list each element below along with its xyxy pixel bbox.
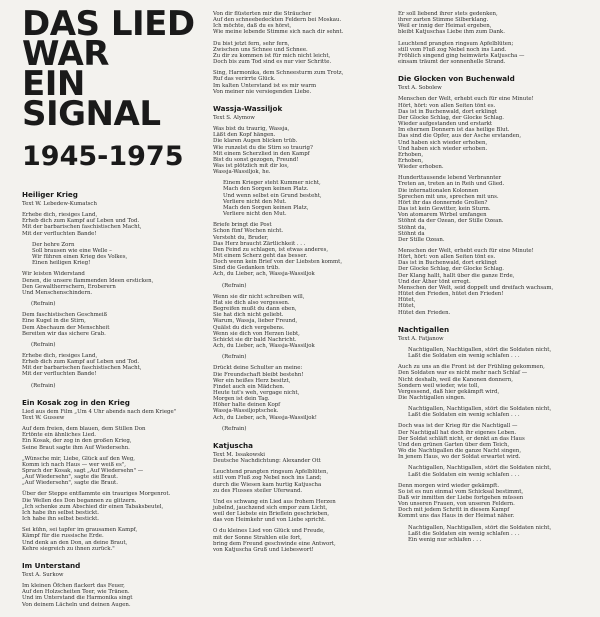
verse-line: Höher halte deinen Kopf bbox=[213, 402, 281, 409]
verse-line: Du bist jetzt fern, sehr fern, bbox=[213, 40, 290, 47]
verse-line: Der Glocke Schlag, der Glocke Schlag. bbox=[398, 266, 504, 273]
verse-line: weil der Liebste ein Brieflein geschrieben, bbox=[213, 511, 330, 518]
credit-line: Deutsche Nachdichtung: Alexander Ott bbox=[213, 458, 321, 465]
verse-line: Was ist plötzlich mit dir los, bbox=[213, 162, 289, 169]
verse-line: durch die Wiesen kam hurtig Katjuscha bbox=[213, 481, 322, 488]
verse-line: Fröhlich singend ging heimwärts Katjuscha — bbox=[398, 52, 525, 59]
verse-line: Versteht du, Bruder, bbox=[213, 234, 269, 241]
verse-line: Hört, hört: von allen Seiten tönt es. bbox=[398, 254, 496, 261]
verse-line: Wieder erhoben. bbox=[398, 164, 444, 171]
verse-line: (Refrain) bbox=[31, 382, 56, 389]
verse-line: bring dem Freund geschwinde eine Antwort, bbox=[213, 540, 336, 547]
verse-line: Findet auch ein Mädchen. bbox=[213, 383, 285, 390]
verse-line: Hunderttausende lebend Verbrannter bbox=[398, 175, 502, 182]
verse-line: Wir leisten Widerstand bbox=[22, 271, 85, 278]
credit-line: Text W. Gussew bbox=[22, 414, 65, 421]
verse-line: Wassja-Wassiljok, he. bbox=[213, 169, 271, 176]
verse-line: Wie meine lebende Stimme sich nach dir sehnt. bbox=[213, 29, 344, 36]
credit-line: Text S. Alymow bbox=[213, 114, 255, 121]
verse-line: Von atomarem Wirbel umfangen bbox=[398, 212, 487, 219]
verse-line: mit der Sonne Strahlen eile fort, bbox=[213, 534, 302, 541]
verse-line: Vergessend, daß hier gekämpft wird, bbox=[398, 388, 500, 395]
song-title: Heiliger Krieg bbox=[22, 190, 78, 199]
refrain-marker bbox=[22, 383, 197, 389]
song-credits bbox=[213, 115, 388, 121]
stanza bbox=[22, 583, 197, 608]
verse-line: Warum, Wassja, lieber Freund, bbox=[213, 318, 298, 325]
song-block bbox=[213, 11, 388, 95]
verse-line: Nachtigallen, Nachtigallen, stört die Soldaten nicht, bbox=[408, 524, 552, 531]
verse-line: Drückt deine Schulter an meine: bbox=[213, 365, 303, 372]
stanza bbox=[213, 180, 388, 217]
verse-line: Und den grünen Garten über dem Teich, bbox=[398, 441, 510, 448]
verse-line: Ertönte ein ähnliches Lied. bbox=[22, 432, 96, 439]
verse-line: Erheb dich zum Kampf auf Leben und Tod. bbox=[22, 218, 140, 225]
verse-line: „Wünsche mir, Liebe, Glück auf den Weg, bbox=[22, 455, 136, 462]
song-title: Im Unterstand bbox=[22, 560, 81, 570]
verse-line: Mach den Sorgen keinen Platz. bbox=[223, 186, 309, 193]
verse-line: Ich habe ihn selbst bestickt. bbox=[22, 516, 99, 523]
verse-line: Morgen ist dein Tag. bbox=[213, 396, 270, 403]
credit-line: Lied aus dem Film „Um 4 Uhr abends nach dem Kriege" bbox=[22, 408, 177, 415]
verse-line: Ruf das verirrte Glück. bbox=[213, 76, 276, 83]
verse-line: Leuchtend prangten ringsum Apfelblüten, bbox=[213, 469, 329, 476]
verse-line: Das ist in Buchenwald, dort erklingt bbox=[398, 108, 498, 115]
verse-line: Laßt die Soldaten ein wenig schlafen . . . bbox=[408, 412, 520, 419]
verse-line: Die klaren Augen blicken trüb. bbox=[213, 138, 298, 145]
song-block bbox=[398, 11, 578, 65]
stanza bbox=[22, 456, 197, 487]
verse-line: So ist es nun einmal vom Schicksal bestimmt, bbox=[398, 488, 524, 495]
verse-line: Die Nachtigallen singen. bbox=[398, 394, 466, 401]
verse-line: von Katjuscha Gruß und Liebeswort! bbox=[213, 546, 314, 553]
verse-line: Nachtigallen, Nachtigallen, stört die Soldaten nicht, bbox=[408, 465, 552, 472]
verse-line: Von meiner nie versiegenden Liebe. bbox=[213, 88, 312, 95]
verse-line: Erhoben, bbox=[398, 151, 424, 158]
verse-line: Dem faschistischen Geschmeiß bbox=[22, 312, 108, 319]
verse-line: Eine Kugel in die Stirn, bbox=[22, 318, 86, 325]
verse-line: still vom Fluß zog Nebel noch ins Land. bbox=[398, 46, 507, 53]
verse-line: Einem Krieger steht Kummer nicht, bbox=[223, 180, 321, 187]
verse-line: Heute tut's weh, vergage nicht, bbox=[213, 389, 300, 396]
verse-line: (Refrain) bbox=[31, 301, 56, 308]
verse-line: Hört ihr das donnernde Grollen? bbox=[398, 199, 488, 206]
verse-line: still vom Fluß zog Nebel noch ins Land; bbox=[213, 475, 322, 482]
verse-line: Von deinem Lächeln und deinen Augen. bbox=[22, 601, 131, 608]
verse-line: (Refrain) bbox=[222, 282, 247, 289]
verse-line: Doch mit jedem Schritt in diesem Kampf bbox=[398, 507, 510, 514]
stanza bbox=[22, 353, 197, 378]
verse-line: Wer ein heißes Herz besitzt, bbox=[213, 377, 291, 384]
verse-line: „Auf Wiedersehn", sagte die Braut. bbox=[22, 474, 118, 481]
verse-line: Von unseren Frauen, von unseren Feldern. bbox=[398, 501, 515, 508]
verse-line: Was bist du traurig, Wassja, bbox=[213, 126, 290, 133]
verse-line: Stöhnt da bbox=[398, 230, 425, 237]
verse-line: Treten an, treten an in Reih und Glied. bbox=[398, 181, 505, 188]
verse-line: Laßt die Soldaten ein wenig schlafen . . . bbox=[408, 471, 520, 478]
verse-line: Mit einem Scherzlied in den Kampf bbox=[213, 150, 310, 157]
verse-line: Im ehernen Donnern ist das heilige Blut. bbox=[398, 127, 510, 134]
stanza bbox=[398, 347, 578, 359]
verse-line: Begreifen mußt du dann eben, bbox=[213, 306, 297, 313]
verse-line: Und haben sich wieder erhoben. bbox=[398, 145, 488, 152]
page-years: 1945-1975 bbox=[22, 141, 184, 172]
verse-line: Das ist kein Gewitter, kein Sturm. bbox=[398, 206, 491, 213]
verse-line: Ich möchte, daß du es hörst, bbox=[213, 23, 292, 30]
verse-line: Laßt die Soldaten ein wenig schlafen . . . bbox=[408, 530, 520, 537]
verse-line: Leuchtend prangten ringsum Apfelblüten; bbox=[398, 40, 514, 47]
verse-line: Hütet, bbox=[398, 297, 416, 304]
stanza bbox=[213, 11, 388, 36]
verse-line: Mit einem Scherz geht das besser. bbox=[213, 253, 308, 259]
stanza bbox=[22, 242, 197, 267]
page-title bbox=[22, 4, 197, 134]
refrain-marker bbox=[213, 283, 388, 289]
verse-line: Von dir flüsterten mir die Sträucher bbox=[213, 11, 312, 17]
song-block bbox=[213, 104, 388, 432]
refrain-marker bbox=[213, 354, 388, 360]
stanza bbox=[398, 465, 578, 477]
stanza bbox=[213, 528, 388, 553]
verse-line: Mit der barbarischen faschistischen Macht, bbox=[22, 365, 142, 372]
verse-line: Der hehre Zorn bbox=[32, 241, 75, 248]
verse-line: Auf dem freien, dem blauen, dem Stillen Don bbox=[22, 426, 146, 433]
verse-line: Und Menschenschindern. bbox=[22, 289, 93, 296]
verse-line: Sei kühn, sei tapfer im grausamen Kampf, bbox=[22, 527, 138, 534]
verse-line: Sondern weil wieder, wie toll, bbox=[398, 382, 480, 389]
verse-line: bleibt Katjuschas Liebe ihm zum Dank. bbox=[398, 29, 505, 36]
credit-line: Text A. Sobolew bbox=[398, 85, 442, 92]
refrain-marker bbox=[22, 301, 197, 307]
stanza bbox=[398, 175, 578, 243]
song-title: Die Glocken von Buchenwald bbox=[398, 74, 515, 84]
page-title-line: EIN SIGNAL bbox=[22, 64, 161, 134]
verse-line: Doch wenn kein Brief von der Liebsten kommt, bbox=[213, 259, 343, 266]
verse-line: Weil er innig der Heimat ergeben, bbox=[398, 23, 492, 30]
verse-line: Ach, du Lieber, ach, Wassja-Wassiljok bbox=[213, 271, 315, 278]
stanza bbox=[22, 271, 197, 296]
verse-line: Und im Unterstand die Harmonika singt bbox=[22, 595, 133, 602]
verse-line: Der Nachtigall hat doch ihr eigenes Leben. bbox=[398, 429, 517, 436]
verse-line: Denn morgen wird wieder gekämpft. bbox=[398, 482, 500, 489]
verse-line: Soll brausen wie eine Welle – bbox=[32, 247, 112, 254]
verse-line: Ein Kosak, der zog in den großen Krieg, bbox=[22, 438, 132, 445]
verse-line: Briefe bringt die Post bbox=[213, 222, 272, 229]
verse-line: Verliere nicht den Mut. bbox=[223, 211, 287, 218]
song-block bbox=[22, 398, 197, 552]
verse-line: Mit der verfluchten Bande! bbox=[22, 230, 97, 237]
page-title-line: WAR bbox=[22, 34, 109, 74]
stanza bbox=[213, 499, 388, 524]
stanza bbox=[213, 41, 388, 66]
verse-line: Wenn sie dich von Herzen liebt, bbox=[213, 330, 300, 337]
stanza bbox=[398, 364, 578, 401]
verse-line: Bereiten wir das sichere Grab. bbox=[22, 330, 106, 337]
verse-line: Hört, hört: von allen Seiten tönt es. bbox=[398, 102, 496, 109]
verse-line: (Refrain) bbox=[31, 341, 56, 348]
song-block bbox=[213, 441, 388, 553]
song-block bbox=[398, 74, 578, 315]
verse-line: Kämpf für die russische Erde. bbox=[22, 533, 104, 540]
credit-line: Text A. Surkow bbox=[22, 571, 64, 578]
column-right bbox=[398, 11, 578, 552]
song-credits bbox=[22, 409, 197, 421]
verse-line: Und haben sich wieder erhoben, bbox=[398, 139, 488, 146]
verse-line: Sprach der Kosak, sagt „Auf Wiedersehn" — bbox=[22, 468, 144, 474]
verse-line: Die Wellen des Don begannen zu glitzern. bbox=[22, 497, 137, 504]
verse-line: Einen heiligen Krieg! bbox=[32, 260, 91, 267]
verse-line: Schon fünf Wochen nicht. bbox=[213, 228, 284, 235]
stanza bbox=[22, 491, 197, 522]
verse-line: Wieder aufgestanden und erstarkt bbox=[398, 121, 493, 128]
verse-line: Über der Steppe entflammte ein trauriges Morgenrot. bbox=[22, 491, 171, 498]
stanza bbox=[398, 423, 578, 460]
verse-line: Wenn sie dir nicht schreiben will, bbox=[213, 293, 305, 300]
song-credits bbox=[213, 452, 388, 464]
stanza bbox=[213, 294, 388, 349]
verse-line: Und der Äther tönt erregt. bbox=[398, 278, 471, 285]
verse-line: Das Herz braucht Zärtlichkeit . . . bbox=[213, 240, 306, 247]
verse-line: Hütet den Frieden. bbox=[398, 309, 451, 316]
verse-line: Zu dir zu kommen ist für mich nicht leicht, bbox=[213, 52, 331, 59]
stanza bbox=[22, 426, 197, 451]
stanza bbox=[398, 96, 578, 170]
verse-line: Doch was ist der Krieg für die Nachtigall — bbox=[398, 423, 518, 430]
verse-line: O du kleines Lied von Glück und Freude, bbox=[213, 528, 325, 535]
verse-line: Hütet, bbox=[398, 303, 416, 310]
verse-line: Den Gewaltherrschern, Eroberern bbox=[22, 283, 116, 290]
verse-line: Mit der barbarischen faschistischen Macht, bbox=[22, 224, 142, 231]
stanza bbox=[22, 312, 197, 337]
song-title: Katjuscha bbox=[213, 440, 253, 450]
verse-line: das von Heimkehr und von Liebe spricht. bbox=[213, 517, 326, 524]
verse-line: Sie hat dich nicht geliebt. bbox=[213, 312, 284, 319]
refrain-marker bbox=[213, 426, 388, 432]
verse-line: Laßt die Soldaten ein wenig schlafen . . . bbox=[408, 353, 520, 360]
page-title-line: DAS LIED bbox=[22, 4, 195, 44]
song-credits bbox=[22, 201, 197, 207]
verse-line: jubelnd, jauchzend sich empor zum Licht, bbox=[213, 505, 328, 511]
verse-line: Wo die Nachtigallen die ganze Nacht singen, bbox=[398, 448, 522, 455]
stanza bbox=[22, 212, 197, 237]
verse-line: Und denk an den Don, an deine Braut, bbox=[22, 539, 128, 546]
verse-line: Das sind die Opfer, aus der Asche erstanden, bbox=[398, 133, 522, 140]
verse-line: Menschen der Welt, erhebt euch für eine Minute! bbox=[398, 96, 534, 103]
verse-line: Ein wenig nur schlafen . . . bbox=[408, 536, 482, 543]
stanza bbox=[213, 365, 388, 420]
verse-line: Den Soldaten war es nicht mehr nach Schlaf — bbox=[398, 370, 528, 377]
verse-line: Erheb dich zum Kampf auf Leben und Tod. bbox=[22, 359, 140, 366]
stanza bbox=[398, 11, 578, 36]
verse-line: Stöhnt da der Ozean, der Stille Ozean. bbox=[398, 218, 504, 225]
verse-line: zu des Flusses steiler Uferwand. bbox=[213, 487, 303, 494]
verse-line: Mach den Sorgen keinen Platz, bbox=[223, 204, 309, 211]
song-list bbox=[213, 11, 388, 553]
verse-line: Menschen der Welt, erhebt euch für eine Minute! bbox=[398, 248, 534, 254]
stanza bbox=[398, 525, 578, 543]
credit-line: Text W. Lebedew-Kumatsch bbox=[22, 201, 97, 207]
verse-line: Wir führen einen Krieg des Volkes, bbox=[32, 254, 128, 261]
verse-line: Erhebe dich, riesiges Land, bbox=[22, 212, 98, 219]
verse-line: Die internationalen Kolonnen bbox=[398, 187, 479, 194]
verse-line: Und es schwang ein Lied aus frohem Herzen bbox=[213, 498, 336, 505]
verse-line: Hütet den Frieden, hütet den Frieden! bbox=[398, 291, 504, 298]
verse-line: Auf den schneebedeckten Feldern bei Moskau. bbox=[213, 17, 342, 24]
verse-line: Kommt uns das Haus in der Heimat näher. bbox=[398, 513, 515, 520]
verse-line: Nachtigallen, Nachtigallen, stört die Soldaten nicht, bbox=[408, 406, 552, 413]
verse-line: Im kalten Unterstand ist es mir warm bbox=[213, 82, 317, 89]
verse-line: Den Feind zu schlagen, ist etwas anderes, bbox=[213, 246, 329, 253]
stanza bbox=[398, 483, 578, 520]
verse-line: Sind die Gedanken trüb. bbox=[213, 265, 280, 272]
song-credits bbox=[398, 85, 578, 91]
verse-line: Denen, die unsere flammenden Ideen ersticken, bbox=[22, 277, 154, 284]
stanza bbox=[213, 70, 388, 95]
verse-line: Das ist in Buchenwald, dort erklingt bbox=[398, 260, 498, 267]
song-list bbox=[22, 190, 197, 608]
verse-line: Wassja-Wassiljoptschek. bbox=[213, 408, 279, 415]
verse-line: ihrer zarten Stimme Silberklang. bbox=[398, 17, 489, 24]
song-list bbox=[398, 11, 578, 543]
verse-line: Die Freundschaft bleibt bestehn! bbox=[213, 371, 304, 378]
verse-line: Erhoben, bbox=[398, 157, 424, 164]
stanza bbox=[398, 41, 578, 66]
verse-line: Kehre siegreich zu ihnen zurück." bbox=[22, 545, 115, 552]
column-left bbox=[22, 0, 197, 617]
verse-line: Stöhnt da, bbox=[398, 224, 427, 231]
refrain-marker bbox=[22, 342, 197, 348]
verse-line: Er soll liebend ihrer stets gedenken, bbox=[398, 11, 498, 17]
song-block bbox=[398, 325, 578, 543]
verse-line: Der Klang hallt, hallt über die ganze Erde, bbox=[398, 272, 515, 279]
verse-line: Quälst du dich vergebens. bbox=[213, 324, 285, 331]
verse-line: Der Glocke Schlag, der Glocke Schlag. bbox=[398, 114, 504, 121]
verse-line: Auch zu uns an die Front ist der Frühling gekommen, bbox=[398, 364, 545, 371]
song-block bbox=[22, 190, 197, 389]
credit-line: Text A. Fatjanow bbox=[398, 335, 444, 342]
stanza bbox=[398, 248, 578, 316]
song-title: Ein Kosak zog in den Krieg bbox=[22, 397, 130, 407]
verse-line: Nachtigallen, Nachtigallen, stört die Soldaten nicht, bbox=[408, 346, 552, 353]
song-credits bbox=[22, 572, 197, 578]
stanza bbox=[22, 527, 197, 552]
verse-line: einsam träumt der sonnenhelle Strand. bbox=[398, 59, 506, 66]
song-credits bbox=[398, 336, 578, 342]
column-middle bbox=[213, 11, 388, 562]
song-title: Nachtigallen bbox=[398, 324, 450, 334]
verse-line: Läßt den Kopf hängen. bbox=[213, 132, 276, 139]
verse-line: (Refrain) bbox=[222, 354, 247, 361]
verse-line: Und wenn selbst ein Grund besteht, bbox=[223, 192, 322, 199]
stanza bbox=[398, 406, 578, 418]
verse-line: Doch bis zum Tod sind es nur vier Schritte. bbox=[213, 59, 332, 66]
verse-line: „Auf Wiedersehn", sagte die Braut. bbox=[22, 480, 118, 487]
verse-line: Erhebe dich, riesiges Land, bbox=[22, 352, 98, 359]
verse-line: Auf den Holzscheiten Teer, wie Tränen. bbox=[22, 589, 130, 596]
verse-line: Ich habe ihn selbst bestickt. bbox=[22, 509, 99, 516]
verse-line: (Refrain) bbox=[222, 425, 247, 432]
verse-line: Wie runzelst du die Stirn so traurig? bbox=[213, 144, 313, 151]
song-block bbox=[22, 561, 197, 608]
verse-line: Nicht deshalb, weil die Kanonen donnern, bbox=[398, 376, 513, 383]
verse-line: Der Soldat schläft nicht, er denkt an das Haus bbox=[398, 435, 525, 442]
verse-line: In jenem Haus, wo der Soldat erwartet wird. bbox=[398, 454, 521, 461]
verse-line: Komm ich nach Haus — wer weiß es", bbox=[22, 461, 126, 468]
verse-line: Mit der verfluchten Bande! bbox=[22, 371, 97, 378]
verse-line: Ach, du Lieber, ach, Wassja-Wassiljok bbox=[213, 343, 315, 350]
verse-line: Seine Braut sagte ihm Auf Wiedersehn. bbox=[22, 444, 130, 451]
verse-line: Zwischen uns Schnee und Schnee. bbox=[213, 46, 308, 53]
verse-line: Im kleinen Öfchen flackert das Feuer, bbox=[22, 583, 125, 590]
verse-line: Schickt sie dir bald Nachricht. bbox=[213, 336, 297, 343]
verse-line: Sprechen mit uns, sprechen mit uns. bbox=[398, 193, 499, 200]
stanza bbox=[213, 469, 388, 494]
verse-line: Der Stille Ozean. bbox=[398, 236, 445, 243]
stanza bbox=[213, 222, 388, 277]
song-title: Wassja-Wassiljok bbox=[213, 103, 283, 113]
verse-line: Hat sie dich also vergessen. bbox=[213, 299, 290, 306]
verse-line: Verliere nicht den Mut. bbox=[223, 198, 287, 205]
verse-line: „Ich schenke zum Abschied dir einen Tabaksbeutel, bbox=[22, 503, 164, 510]
verse-line: Sing, Harmonika, dem Schneesturm zum Trotz, bbox=[213, 70, 344, 77]
verse-line: Menschen der Welt, seid doppelt und dreifach wachsam, bbox=[398, 284, 554, 291]
stanza bbox=[213, 126, 388, 175]
verse-line: Dem Abschaum der Menschheit bbox=[22, 324, 110, 331]
verse-line: Ach, du Lieber, ach, Wassja-Wassiljok! bbox=[213, 414, 317, 421]
credit-line: Text M. Issakowski bbox=[213, 451, 265, 458]
verse-line: Bist du sonst gezogen, Freund! bbox=[213, 156, 299, 163]
verse-line: Daß wir inmitten der Liebe fortgehen müssen bbox=[398, 495, 524, 501]
